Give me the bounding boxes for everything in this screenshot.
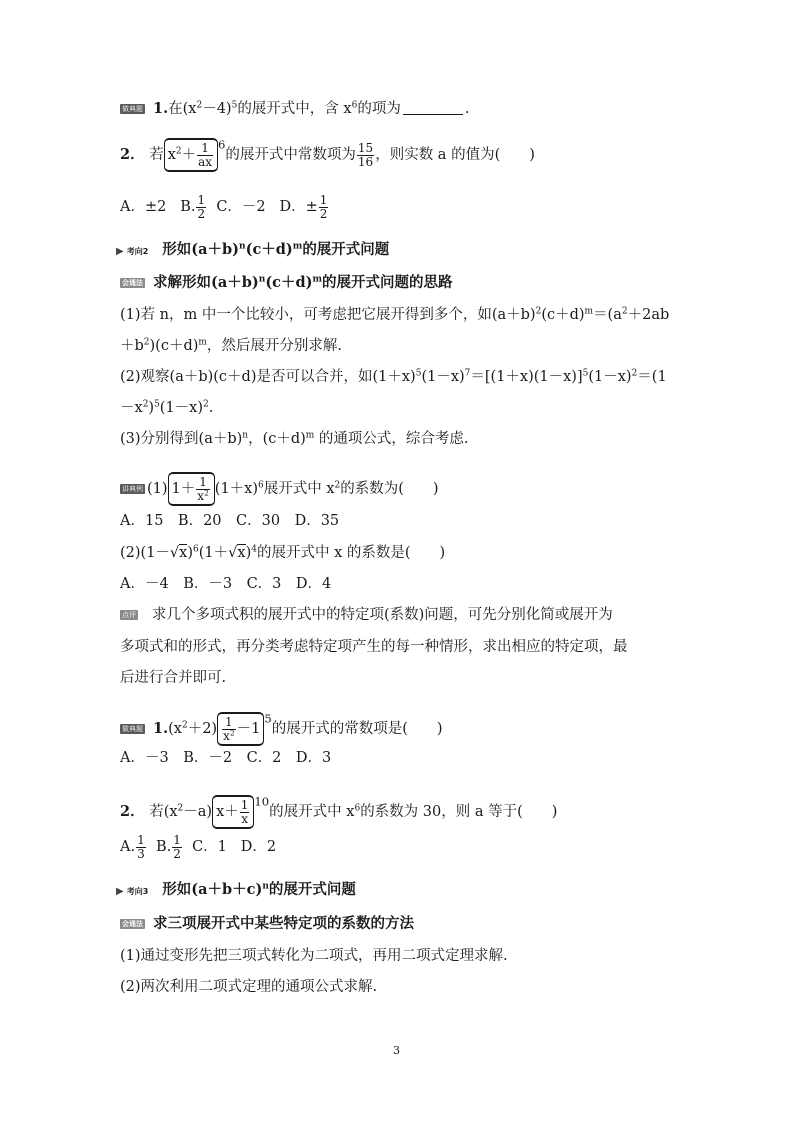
method-2-line-b: $-x^2)^5(1-x)^2$. [120, 399, 214, 416]
triangle-marker-icon: ▶ [116, 886, 124, 897]
section-3-method-title: 会通法 求三项展开式中某些特定项的系数的方法 [122, 915, 414, 932]
section-3-heading: ▶ 考向3 形如$(a+b+c)^n$的展开式问题 [116, 881, 356, 898]
example-1-options: A．15 B．20 C．30 D．35 [120, 513, 340, 529]
binomial-paren: x＋ $\frac{1}{x}$ [212, 795, 254, 829]
question-b1-line: 做典题 $1.(x^2+2)$ $\frac{1}{x^2}$ $-1^5$的展开式的常数项是( ) [120, 712, 443, 746]
question-2-options: A．±2 B. $\frac{1}{2}$ C．－2 D．± $\frac{1}{2}$ [120, 193, 328, 221]
example-1-line: 讲典例 (1) 1＋ $\frac{1}{x^2}$ $(1+x)^6$展开式中 $x^2$的系数为( ) [120, 472, 439, 506]
question-b1-options: A．－3 B．－2 C．2 D．3 [120, 750, 332, 766]
review-line-3: 后进行合并即可. [120, 670, 227, 686]
question-b2-options: A. $\frac{1}{3}$ B. $\frac{1}{2}$ C．1 D．2 [120, 833, 277, 861]
binomial-paren: $x^2+$ $\frac{1}{ax}$ [164, 138, 218, 172]
method-1-line-b: $+b^2)(c+d)^m$，然后展开分别求解. [120, 337, 343, 354]
review-line-2: 多项式和的形式，再分类考虑特定项产生的每一种情形，求出相应的特定项，最 [120, 639, 628, 655]
lecture-example-badge: 讲典例 [122, 485, 143, 494]
question-2-line: 2． 若 $x^2+$ $\frac{1}{ax}$ $^6$的展开式中常数项为 $\frac{15}{16}$ ，则实数 a 的值为( ) [120, 138, 535, 172]
constant-fraction: $\frac{15}{16}$ [357, 141, 374, 169]
section-3-method-2: (2)两次利用二项式定理的通项公式求解. [120, 979, 378, 995]
do-typical-badge: 做典题 [122, 105, 143, 113]
example-2-line: $(2)(1-√x)^6(1+√x)^4$的展开式中 x 的系数是( ) [120, 544, 446, 561]
method-1-line-a: (1)若 n，m 中一个比较小，可考虑把它展开得到多个，如$(a+b)^2(c+d)^m=(a^2+2ab$ [120, 306, 670, 323]
section-2-method-title: 会通法 求解形如$(a+b)^n(c+d)^m$的展开式问题的思路 [122, 274, 453, 291]
page-number: 3 [393, 1044, 400, 1057]
section-3-method-1: (1)通过变形先把三项式转化为二项式，再用二项式定理求解. [120, 948, 508, 964]
triangle-marker-icon: ▶ [116, 246, 124, 257]
section-2-heading: ▶ 考向2 形如$(a+b)^n(c+d)^m$的展开式问题 [116, 241, 390, 258]
answer-blank [403, 114, 463, 115]
example-2-options: A．－4 B．－3 C．3 D．4 [120, 576, 332, 592]
fraction: $\frac{1}{ax}$ [198, 141, 213, 169]
question-b2-line: 2． 若$(x^2-a)$ x＋ $\frac{1}{x}$ $^{10}$的展开式中 $x^6$的系数为 30，则 a 等于( ) [120, 795, 557, 829]
point-review-badge: 点评 [122, 611, 136, 619]
question-1-line: 做典题 1.在$(x^2-4)^5$的展开式中，含 $x^6$的项为 . [122, 100, 470, 117]
review-line-1: 点评 求几个多项式积的展开式中的特定项(系数)问题，可先分别化简或展开为 [122, 607, 613, 623]
method-3-line: (3)分别得到$(a+b)^n$，$(c+d)^m$ 的通项公式，综合考虑. [120, 430, 469, 447]
binomial-paren: $\frac{1}{x^2}$ －1 [217, 712, 264, 746]
common-method-badge: 会通法 [122, 279, 143, 287]
binomial-paren: 1＋ $\frac{1}{x^2}$ [168, 472, 215, 506]
method-2-line-a: (2)观察(a＋b)(c＋d)是否可以合并，如$(1+x)^5(1-x)^7=[(1+x)(1-x)]^5(1-x)^2=(1$ [120, 368, 667, 385]
